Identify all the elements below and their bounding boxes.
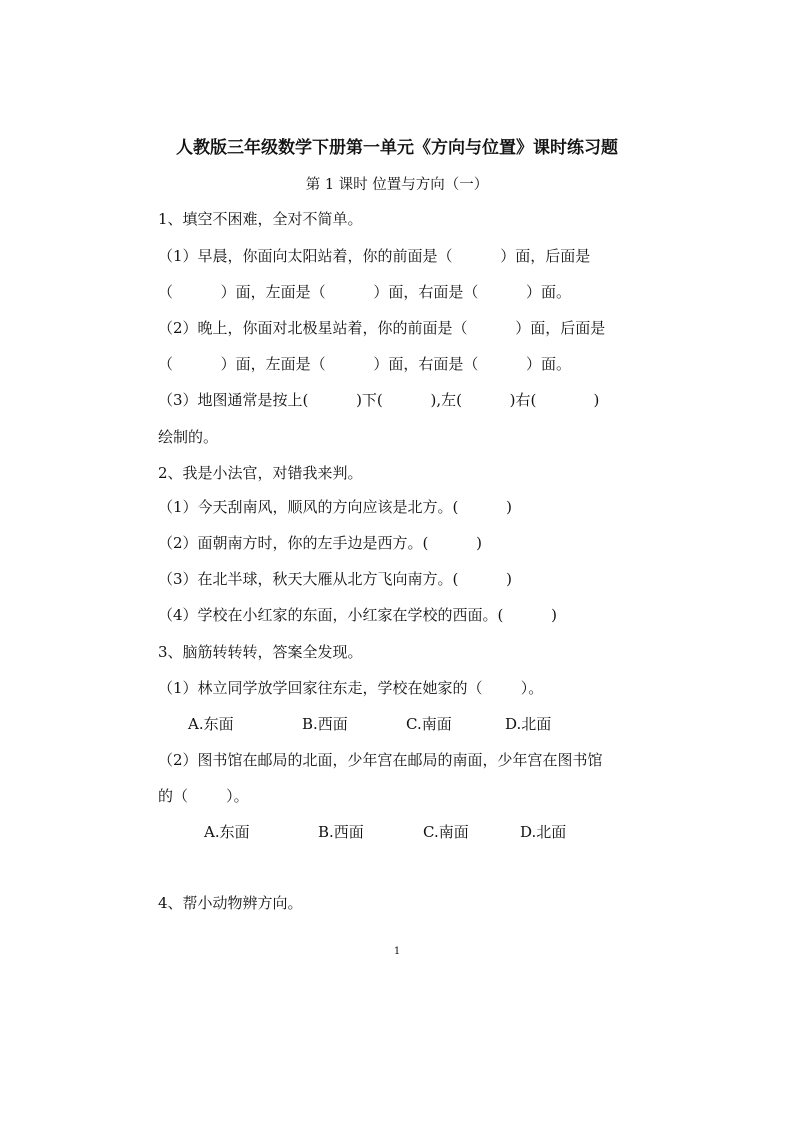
option-c: C.南面 xyxy=(406,715,452,733)
option-b: B.西面 xyxy=(318,823,364,841)
question-3-1: （1）林立同学放学回家往东走，学校在她家的（ ）。 xyxy=(158,679,544,697)
section-2-heading: 2、我是小法官，对错我来判。 xyxy=(158,464,363,482)
option-a: A.东面 xyxy=(204,823,250,841)
question-3-2-line-1: （2）图书馆在邮局的北面，少年宫在邮局的南面，少年宫在图书馆 xyxy=(158,751,603,769)
question-1-1-line-1: （1）早晨，你面向太阳站着，你的前面是（ ）面，后面是 xyxy=(158,247,591,265)
section-3-heading: 3、脑筋转转转，答案全发现。 xyxy=(158,643,363,661)
judge-item-2: （2）面朝南方时，你的左手边是西方。( ) xyxy=(158,534,482,552)
question-3-2-line-2: 的（ ）。 xyxy=(158,787,249,805)
option-d: D.北面 xyxy=(520,823,567,841)
question-1-1-line-2: （ ）面，左面是（ ）面，右面是（ ）面。 xyxy=(158,283,572,301)
page-title: 人教版三年级数学下册第一单元《方向与位置》课时练习题 xyxy=(176,138,618,158)
option-a: A.东面 xyxy=(188,715,234,733)
lesson-subtitle: 第 1 课时 位置与方向（一） xyxy=(305,177,489,193)
section-1-heading: 1、填空不困难，全对不简单。 xyxy=(158,210,363,228)
judge-item-4: （4）学校在小红家的东面，小红家在学校的西面。( ) xyxy=(158,606,557,624)
option-d: D.北面 xyxy=(505,715,552,733)
question-1-3-line-2: 绘制的。 xyxy=(158,428,219,446)
question-1-3-line-1: （3）地图通常是按上( )下( ),左( )右( ) xyxy=(158,391,600,409)
option-c: C.南面 xyxy=(423,823,469,841)
section-4-heading: 4、帮小动物辨方向。 xyxy=(158,894,303,912)
judge-item-1: （1）今天刮南风，顺风的方向应该是北方。( ) xyxy=(158,498,512,516)
page-number: 1 xyxy=(393,946,401,957)
judge-item-3: （3）在北半球，秋天大雁从北方飞向南方。( ) xyxy=(158,570,512,588)
option-b: B.西面 xyxy=(302,715,348,733)
question-1-2-line-1: （2）晚上，你面对北极星站着，你的前面是（ ）面，后面是 xyxy=(158,319,606,337)
question-1-2-line-2: （ ）面，左面是（ ）面，右面是（ ）面。 xyxy=(158,355,572,373)
